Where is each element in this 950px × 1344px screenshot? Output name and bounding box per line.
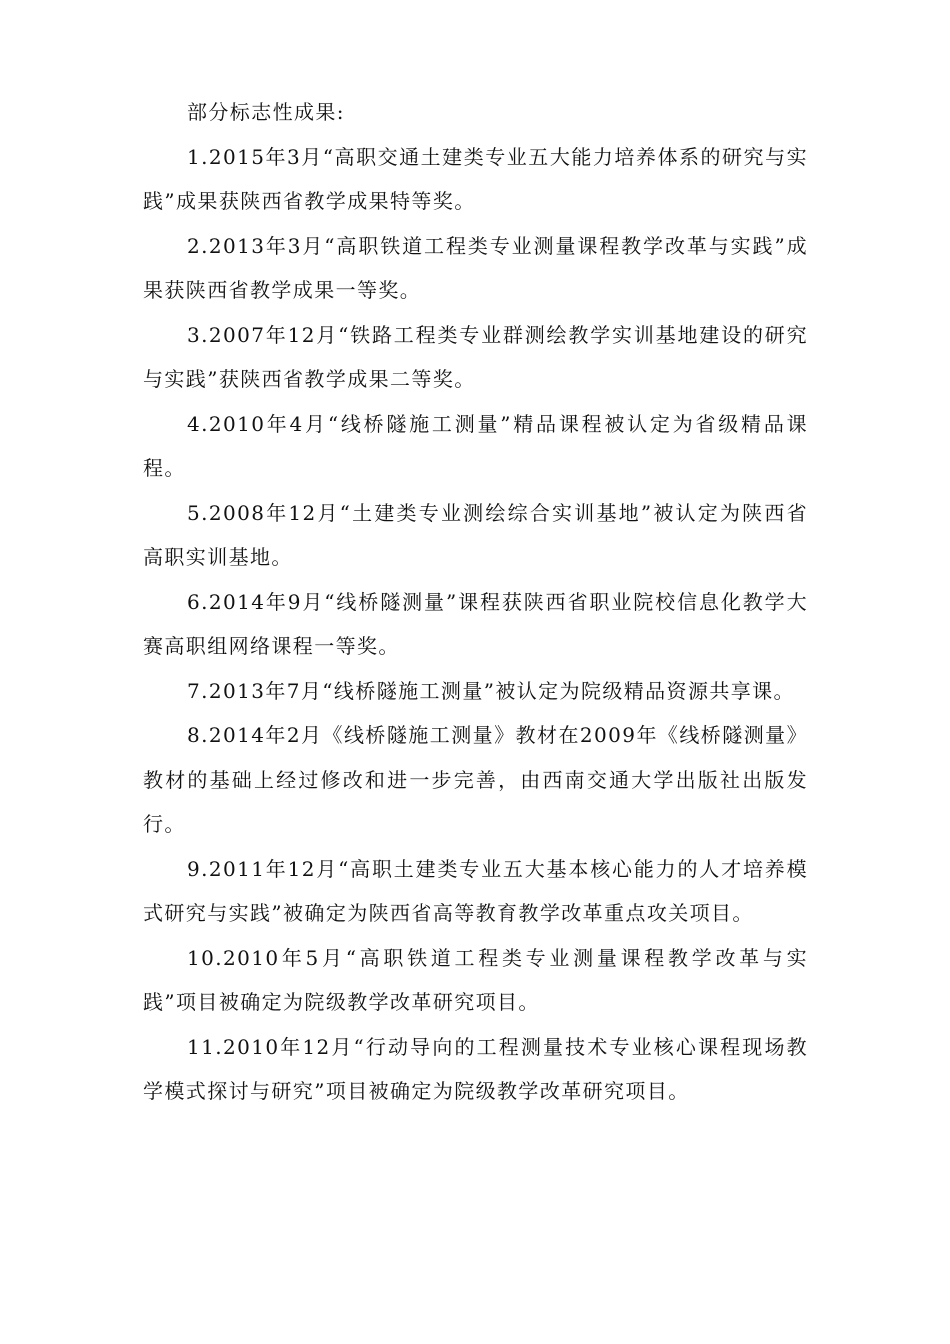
achievement-item-11: 11.2010年12月“行动导向的工程测量技术专业核心课程现场教学模式探讨与研究”项目被确定为院级教学改革研究项目。: [143, 1034, 808, 1103]
achievement-item-3: 3.2007年12月“铁路工程类专业群测绘教学实训基地建设的研究与实践”获陕西省教学成果二等奖。: [143, 322, 808, 391]
achievement-item-5: 5.2008年12月“土建类专业测绘综合实训基地”被认定为陕西省高职实训基地。: [143, 500, 808, 569]
section-heading: 部分标志性成果:: [187, 100, 345, 124]
achievement-item-7: 7.2013年7月“线桥隧施工测量”被认定为院级精品资源共享课。: [187, 678, 795, 703]
achievement-item-10: 10.2010年5月“高职铁道工程类专业测量课程教学改革与实践”项目被确定为院级教学改革研究项目。: [143, 945, 808, 1014]
document-body: [143, 90, 808, 1114]
achievement-item-4: 4.2010年4月“线桥隧施工测量”精品课程被认定为省级精品课程。: [143, 411, 808, 480]
achievement-item-8: 8.2014年2月《线桥隧施工测量》教材在2009年《线桥隧测量》教材的基础上经过修改和进一步完善，由西南交通大学出版社出版发行。: [143, 723, 808, 836]
achievement-item-9: 9.2011年12月“高职土建类专业五大基本核心能力的人才培养模式研究与实践”被确定为陕西省高等教育教学改革重点攻关项目。: [143, 856, 808, 925]
achievement-item-2: 2.2013年3月“高职铁道工程类专业测量课程教学改革与实践”成果获陕西省教学成果一等奖。: [143, 233, 808, 302]
achievement-item-1: 1.2015年3月“高职交通土建类专业五大能力培养体系的研究与实践”成果获陕西省教学成果特等奖。: [143, 144, 808, 213]
achievement-item-6: 6.2014年9月“线桥隧测量”课程获陕西省职业院校信息化教学大赛高职组网络课程一等奖。: [143, 589, 808, 658]
